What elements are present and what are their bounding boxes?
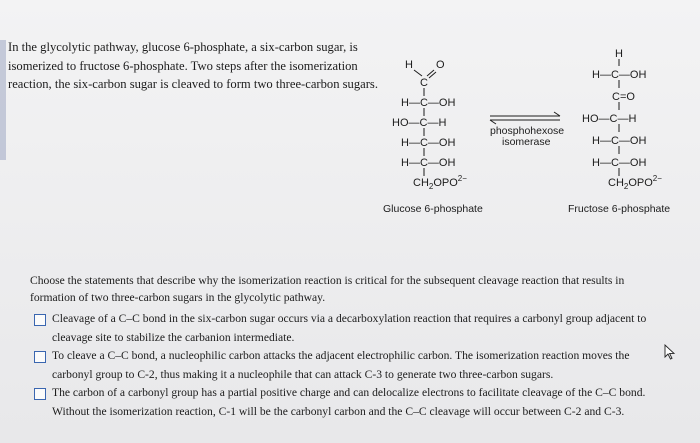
glucose-row-c3: HO—C—H <box>392 117 447 129</box>
option-1-checkbox[interactable] <box>34 314 46 326</box>
question-text: In the glycolytic pathway, glucose 6-phosphate, a six-carbon sugar, is isomerized to fructose 6-phosphate. Two steps after the isomerization reaction, the six-carbon sugar is cleaved to form two three-carbon sugars. <box>8 40 378 91</box>
option-3-text: The carbon of a carbonyl group has a partial positive charge and can delocalize electrons to facilitate cleavage of the C–C bond. Without the isomerization reaction, C-1 will be the carbonyl carbon and the C–C cleavage will occur between C-2 and C-3. <box>52 386 646 418</box>
glucose-aldehyde-h: H <box>405 59 413 71</box>
option-1[interactable] <box>30 310 670 347</box>
option-3[interactable] <box>30 384 670 421</box>
prompt-text: Choose the statements that describe why the isomerization reaction is critical for the subsequent cleavage reaction that results in formation of two three-carbon sugars in the glycolytic pathway. <box>30 274 625 304</box>
glucose-label: Glucose 6-phosphate <box>383 203 483 215</box>
fructose-top-h: H <box>615 48 623 60</box>
option-2[interactable] <box>30 347 670 384</box>
fructose-row-c2: C=O <box>612 91 635 103</box>
fructose-ch2opo3: $CH_2OPO^{2-}$ <box>608 174 662 191</box>
fructose-structure <box>568 48 670 215</box>
option-2-text: To cleave a C–C bond, a nucleophilic carbon attacks the adjacent electrophilic carbon. The isomerization reaction moves the carbonyl group to C-2, thus making it a nucleophile that can attack C-3 to generate two three-carbon sugars. <box>52 349 630 381</box>
fructose-label: Fructose 6-phosphate <box>568 203 671 215</box>
enzyme-name-line1: phosphohexose <box>490 125 565 137</box>
answer-options <box>30 310 670 421</box>
glucose-ch2opo3: $CH_2OPO^{2-}$ <box>413 174 467 191</box>
mouse-cursor-icon <box>664 344 676 360</box>
glucose-aldehyde-o: O <box>436 59 445 71</box>
option-1-text: Cleavage of a C–C bond in the six-carbon sugar occurs via a decarboxylation reaction that requires a carbonyl group adjacent to cleavage site to stabilize the carbanion intermediate. <box>52 312 647 344</box>
option-2-checkbox[interactable] <box>34 351 46 363</box>
glucose-structure <box>383 59 483 215</box>
sidebar-edge <box>0 40 6 160</box>
fructose-row-c1: H—C—OH <box>592 69 647 81</box>
bond-h-c1 <box>414 70 422 76</box>
enzyme-name-line2: isomerase <box>502 136 551 148</box>
glucose-row-c2: H—C—OH <box>401 97 456 109</box>
isomerization-diagram <box>378 44 688 224</box>
option-3-checkbox[interactable] <box>34 388 46 400</box>
fructose-row-c3: HO—C—H <box>582 113 637 125</box>
glucose-row-c4: H—C—OH <box>401 137 456 149</box>
fructose-row-c5: H—C—OH <box>592 157 647 169</box>
equilibrium-arrows <box>490 112 564 148</box>
fructose-row-c4: H—C—OH <box>592 135 647 147</box>
glucose-c1: C <box>420 77 428 89</box>
glucose-row-c5: H—C—OH <box>401 157 456 169</box>
